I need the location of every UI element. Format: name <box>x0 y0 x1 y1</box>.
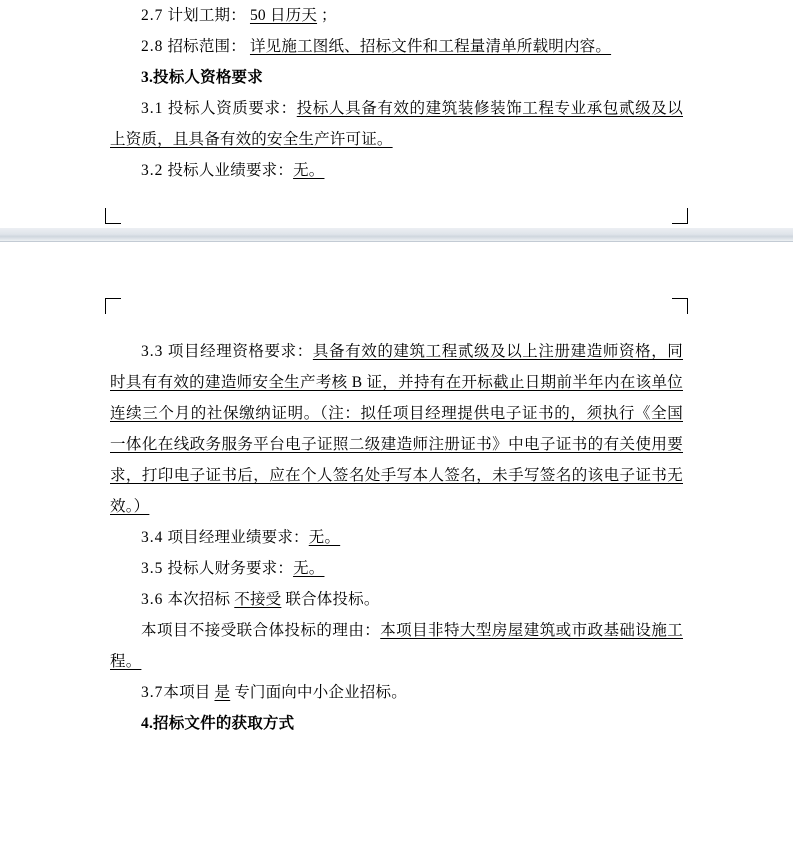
document-page-top <box>0 0 793 208</box>
clause-number: 3.3 <box>141 343 164 360</box>
clause-label: 投标人财务要求： <box>167 560 294 577</box>
paragraph-3-3 <box>110 336 683 522</box>
clause-label: 项目经理业绩要求： <box>167 529 309 546</box>
clause-value: 具备有效的建筑工程贰级及以上注册建造师资格，同时具有有效的建造师安全生产考核 B 证，并持有在开标截止日期前半年内在该单位连续三个月的社保缴纳证明。（注：拟任项目经理提供电子证书的，须执行《全国一体化在线政务服务平台电子证照二级建造师注册证书》中电子证书的有关使用要求，打印电子证书后，应在个人签名处手写本人签名，未手写签名的该电子证书无效。） <box>110 343 684 515</box>
clause-label: 投标人业绩要求： <box>167 162 294 179</box>
clause-tail: 联合体投标。 <box>285 591 380 608</box>
paragraph-3-6 <box>110 584 683 615</box>
clause-number: 3.6 <box>141 591 164 608</box>
clause-value: 无。 <box>293 560 325 577</box>
heading-number: 4. <box>141 715 154 732</box>
clause-number: 2.8 <box>141 38 164 55</box>
clause-number: 3.1 <box>141 100 164 117</box>
clause-value: 详见施工图纸、招标文件和工程量清单所载明内容。 <box>249 38 612 55</box>
clause-value: 不接受 <box>234 591 282 608</box>
paragraph-3-4 <box>110 522 683 553</box>
paragraph-3-2 <box>110 155 683 186</box>
heading-number: 3. <box>141 69 154 86</box>
paragraph-3-1 <box>110 93 683 155</box>
clause-label: 本次招标 <box>167 591 231 608</box>
paragraph-3-7 <box>110 677 683 708</box>
clause-value: 50 日历天 <box>249 7 318 24</box>
clause-label: 招标范围： <box>167 38 246 55</box>
clause-value: 无。 <box>293 162 325 179</box>
clause-number: 3.7 <box>141 684 164 701</box>
page-break-band <box>0 228 793 242</box>
clause-number: 2.7 <box>141 7 164 24</box>
clause-value: 投标人具备有效的建筑装修装饰工程专业承包贰级及以上资质，且具备有效的安全生产许可证。 <box>110 100 684 148</box>
crop-mark-top-left <box>105 298 121 314</box>
clause-tail: ； <box>321 7 337 24</box>
document-page-bottom <box>0 280 793 739</box>
clause-tail: 专门面向中小企业招标。 <box>234 684 407 701</box>
paragraph-2-8 <box>110 31 683 62</box>
heading-text: 招标文件的获取方式 <box>153 715 295 732</box>
clause-value: 本项目非特大型房屋建筑或市政基础设施工程。 <box>110 622 683 670</box>
clause-value: 无。 <box>308 529 341 546</box>
page-break-line <box>0 241 793 242</box>
paragraph-2-7 <box>110 0 683 31</box>
crop-mark-top-right <box>672 298 688 314</box>
heading-3 <box>110 62 683 93</box>
clause-number: 3.4 <box>141 529 164 546</box>
clause-number: 3.2 <box>141 162 164 179</box>
clause-value: 是 <box>214 684 231 701</box>
clause-number: 3.5 <box>141 560 164 577</box>
clause-label: 计划工期： <box>167 7 246 24</box>
heading-4 <box>110 708 683 739</box>
clause-label: 本项目不接受联合体投标的理由： <box>141 622 381 639</box>
clause-label: 本项目 <box>163 684 211 701</box>
clause-label: 投标人资质要求： <box>167 100 297 117</box>
clause-label: 项目经理资格要求： <box>167 343 313 360</box>
paragraph-3-5 <box>110 553 683 584</box>
heading-text: 投标人资格要求 <box>153 69 263 86</box>
paragraph-reason <box>110 615 683 677</box>
page-break-separator <box>0 208 793 280</box>
